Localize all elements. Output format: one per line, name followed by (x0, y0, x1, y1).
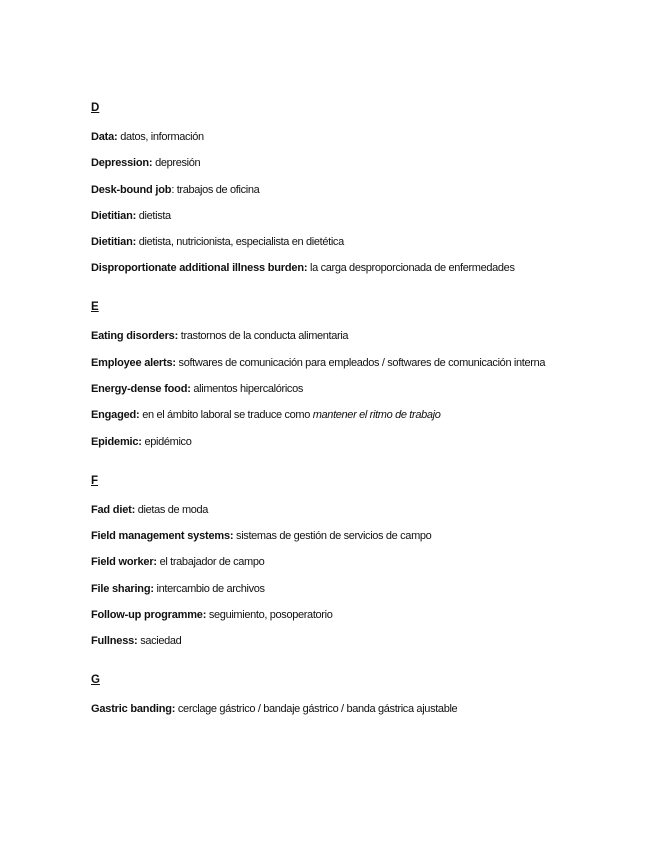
entry-term: Eating disorders: (91, 330, 179, 343)
glossary-entry (91, 326, 565, 346)
section-letter: D (91, 102, 100, 114)
entry-term: Dietitian: (91, 236, 137, 249)
entry-definition: depresión (152, 157, 201, 170)
entry-term: Depression: (91, 157, 153, 170)
glossary-entry (91, 379, 565, 399)
entry-term: Energy-dense food: (91, 383, 191, 396)
entry-term: Epidemic: (91, 435, 142, 448)
entry-term: Fad diet: (91, 503, 136, 516)
entry-definition: cerclage gástrico / bandaje gástrico / banda gástrica ajustable (175, 703, 458, 716)
entry-definition: alimentos hipercalóricos (190, 383, 303, 396)
entry-term: Gastric banding: (91, 703, 176, 716)
entry-term: Dietitian: (91, 209, 137, 222)
glossary-entry (91, 631, 565, 651)
section-letter: F (91, 474, 99, 487)
section-g (91, 673, 565, 719)
entry-term: Field management systems: (91, 529, 234, 542)
entry-term: Desk-bound job (91, 183, 172, 196)
entry-definition: : trabajos de oficina (171, 183, 260, 196)
entry-term: Fullness: (91, 635, 138, 648)
section-e (91, 300, 565, 451)
entry-definition: dietista (136, 209, 171, 222)
glossary-entry (91, 405, 565, 425)
entry-definition: epidémico (141, 435, 192, 448)
glossary-entry (91, 605, 565, 625)
glossary-entry (91, 526, 565, 546)
entry-term: Follow-up programme: (91, 608, 207, 621)
entry-definition: softwares de comunicación para empleados / softwares de comunicación interna (175, 356, 546, 369)
entry-definition: sistemas de gestión de servicios de campo (233, 529, 432, 542)
glossary-entry (91, 232, 565, 252)
entry-definition: saciedad (137, 635, 182, 648)
section-f (91, 474, 565, 651)
glossary-entry (91, 579, 565, 599)
entry-term: Engaged: (91, 409, 140, 422)
entry-definition: dietas de moda (135, 503, 209, 516)
entry-definition-italic: mantener el ritmo de trabajo (312, 409, 441, 422)
entry-term: Employee alerts: (91, 356, 176, 369)
glossary-entry (91, 206, 565, 226)
entry-term: Disproportionate additional illness burden: (91, 262, 308, 275)
entry-definition: datos, información (117, 131, 204, 143)
entry-definition: seguimiento, posoperatorio (206, 608, 333, 621)
entry-definition: el trabajador de campo (156, 556, 265, 569)
glossary-entry (91, 552, 565, 572)
section-letter: E (91, 301, 99, 314)
entry-term: Field worker: (91, 556, 157, 569)
glossary-entry (91, 432, 565, 452)
glossary-entry (91, 127, 565, 147)
entry-term: File sharing: (91, 582, 154, 595)
glossary-entry (91, 258, 565, 278)
glossary-entry (91, 500, 565, 520)
entry-term: Data: (91, 131, 118, 143)
section-letter: G (91, 674, 100, 687)
entry-definition: dietista, nutricionista, especialista en dietética (136, 236, 344, 249)
glossary-entry (91, 699, 565, 719)
glossary-entry (91, 353, 565, 373)
entry-definition: en el ámbito laboral se traduce como (139, 409, 313, 422)
glossary-entry (91, 153, 565, 173)
glossary-entry (91, 180, 565, 200)
section-d (91, 101, 565, 278)
entry-definition: trastornos de la conducta alimentaria (178, 330, 349, 343)
entry-definition: la carga desproporcionada de enfermedades (307, 262, 515, 275)
entry-definition: intercambio de archivos (153, 582, 265, 595)
